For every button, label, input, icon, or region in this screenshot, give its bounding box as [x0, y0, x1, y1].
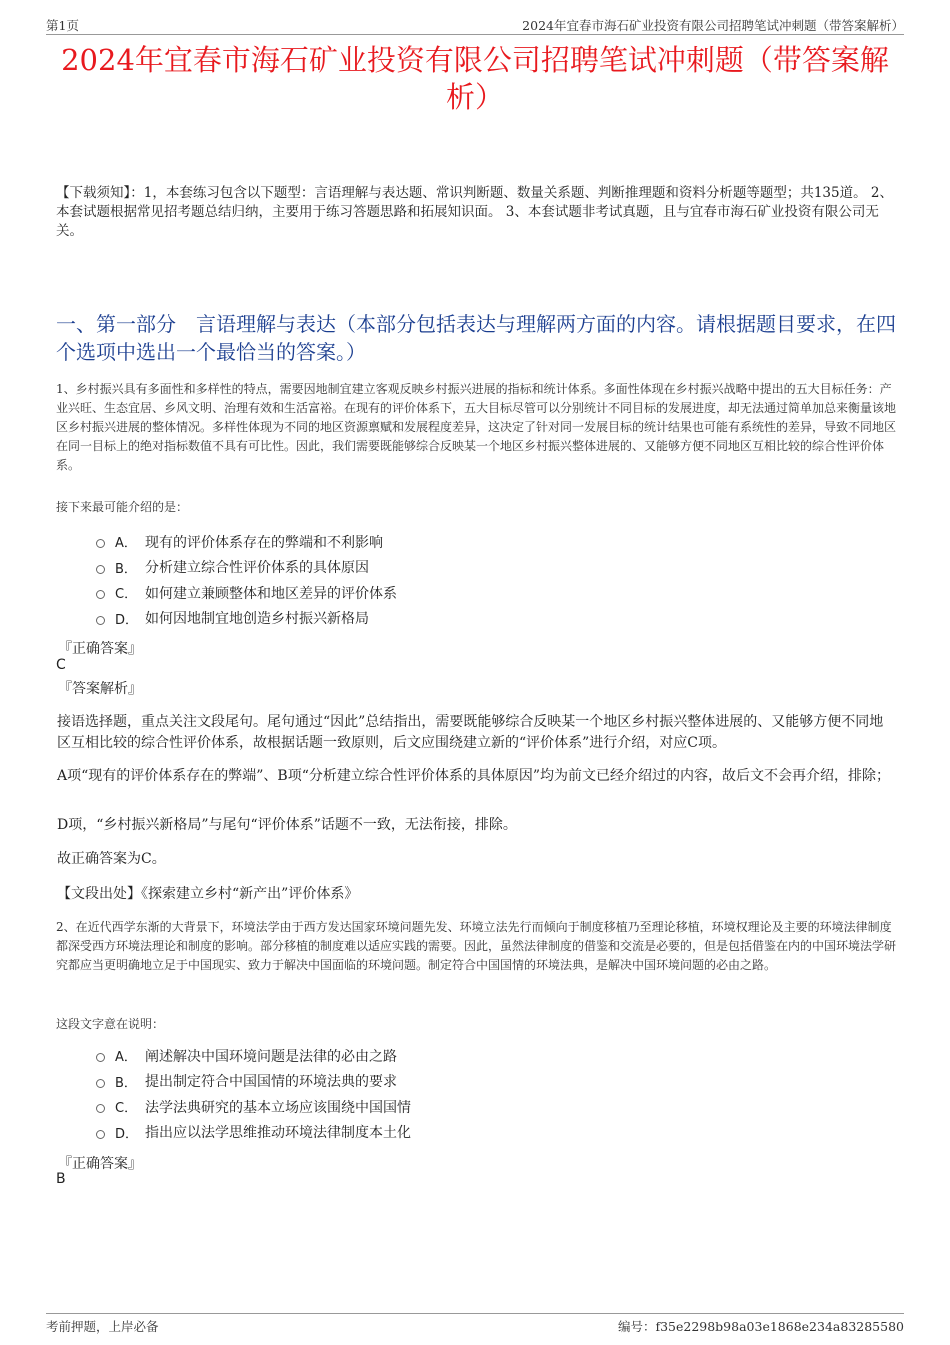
- option-d[interactable]: [96, 606, 397, 632]
- radio-icon[interactable]: [96, 616, 105, 625]
- option-text: 提出制定符合中国国情的环境法典的要求: [145, 1074, 397, 1091]
- correct-answer-label: 『正确答案』: [58, 641, 142, 657]
- radio-icon[interactable]: [96, 1053, 105, 1062]
- question-2-options: [96, 1043, 411, 1145]
- option-text: 阐述解决中国环境问题是法律的必由之路: [145, 1048, 397, 1065]
- correct-answer: C: [56, 657, 66, 673]
- option-letter: D．: [115, 1126, 139, 1142]
- option-d[interactable]: [96, 1120, 411, 1146]
- analysis-label: 『答案解析』: [58, 681, 142, 697]
- option-letter: B．: [115, 561, 137, 577]
- explanation-paragraph: 故正确答案为C。: [57, 851, 166, 867]
- radio-icon[interactable]: [96, 565, 105, 574]
- option-a[interactable]: [96, 529, 397, 555]
- option-letter: A．: [115, 1050, 137, 1066]
- correct-answer-label: 『正确答案』: [58, 1156, 142, 1172]
- option-text: 分析建立综合性评价体系的具体原因: [145, 560, 369, 577]
- question-1-options: [96, 529, 397, 631]
- option-a[interactable]: [96, 1043, 411, 1069]
- footer-slogan: 考前押题，上岸必备: [46, 1319, 159, 1334]
- option-text: 现有的评价体系存在的弊端和不利影响: [145, 534, 383, 551]
- option-b[interactable]: [96, 1069, 411, 1095]
- option-letter: C．: [115, 587, 138, 603]
- question-1-stem: 接下来最可能介绍的是：: [56, 500, 189, 514]
- option-letter: A．: [115, 536, 137, 552]
- radio-icon[interactable]: [96, 1104, 105, 1113]
- explanation-paragraph: D项，“乡村振兴新格局”与尾句“评价体系”话题不一致，无法衔接，排除。: [57, 817, 517, 833]
- option-letter: C．: [115, 1101, 138, 1117]
- option-b[interactable]: [96, 555, 397, 581]
- option-text: 如何建立兼顾整体和地区差异的评价体系: [145, 585, 397, 602]
- page-header: [46, 14, 904, 35]
- download-notice: 【下载须知】：1，本套练习包含以下题型：言语理解与表达题、常识判断题、数量关系题、判断推理题和资料分析题等题型；共135道。 2、本套试题根据常见招考题总结归纳，主要用于练习答题思路和拓展知识面。 3、本套试题非考试真题，且与宜春市海石矿业投资有限公司无关。: [56, 185, 893, 239]
- footer-serial: 编号：f35e2298b98a03e1868e234a83285580: [617, 1319, 904, 1334]
- header-doc-title: 2024年宜春市海石矿业投资有限公司招聘笔试冲刺题（带答案解析）: [522, 18, 904, 33]
- passage-source: 【文段出处】《探索建立乡村“新产出”评价体系》: [57, 886, 359, 902]
- explanation-paragraph: A项“现有的评价体系存在的弊端”、B项“分析建立综合性评价体系的具体原因”均为前文已经介绍过的内容，故后文不会再介绍，排除；: [57, 768, 891, 784]
- page-number: 第1页: [46, 18, 79, 33]
- radio-icon[interactable]: [96, 1079, 105, 1088]
- option-letter: B．: [115, 1075, 137, 1091]
- page-footer: [46, 1313, 904, 1338]
- radio-icon[interactable]: [96, 539, 105, 548]
- option-c[interactable]: [96, 580, 397, 606]
- option-text: 指出应以法学思维推动环境法律制度本土化: [145, 1125, 411, 1142]
- option-c[interactable]: [96, 1094, 411, 1120]
- correct-answer: B: [56, 1171, 66, 1187]
- question-1-text: 1、乡村振兴具有多面性和多样性的特点，需要因地制宜建立客观反映乡村振兴进展的指标和统计体系。多面性体现在乡村振兴战略中提出的五大目标任务：产业兴旺、生态宜居、乡风文明、治理有效和生活富裕。在现有的评价体系下，五大目标尽管可以分别统计不同目标的发展进度，却无法通过简单加总来衡量该地区乡村振兴进展的整体情况。多样性体现为不同的地区资源禀赋和发展程度差异，这决定了针对同一发展目标的统计结果也可能有系统性的差异，导致不同地区在同一目标上的绝对指标数值不具有可比性。因此，我们需要既能够综合反映某一个地区乡村振兴整体进展的、又能够方便不同地区互相比较的综合性评价体系。: [56, 382, 897, 472]
- explanation-paragraph: 接语选择题，重点关注文段尾句。尾句通过“因此”总结指出，需要既能够综合反映某一个地区乡村振兴整体进展的、又能够方便不同地区互相比较的综合性评价体系，故根据话题一致原则，后文应围绕建立新的“评价体系”进行介绍，对应C项。: [57, 714, 884, 751]
- section-heading: 一、第一部分 言语理解与表达（本部分包括表达与理解两方面的内容。请根据题目要求，在四个选项中选出一个最恰当的答案。）: [56, 312, 896, 364]
- option-text: 如何因地制宜地创造乡村振兴新格局: [145, 611, 369, 628]
- radio-icon[interactable]: [96, 1130, 105, 1139]
- question-2-stem: 这段文字意在说明：: [56, 1017, 165, 1031]
- question-2-text: 2、在近代西学东渐的大背景下，环境法学由于西方发达国家环境问题先发、环境立法先行而倾向于制度移植乃至理论移植，环境权理论及主要的环境法律制度都深受西方环境法理论和制度的影响。部分移植的制度难以适应实践的需要。因此，虽然法律制度的借鉴和交流是必要的，但是包括借鉴在内的中国环境法学研究都应当更明确地立足于中国现实、致力于解决中国面临的环境问题。制定符合中国国情的环境法典，是解决中国环境问题的必由之路。: [56, 920, 897, 972]
- option-text: 法学法典研究的基本立场应该围绕中国国情: [145, 1099, 411, 1116]
- page-title: 2024年宜春市海石矿业投资有限公司招聘笔试冲刺题（带答案解析）: [61, 43, 889, 114]
- option-letter: D．: [115, 612, 139, 628]
- radio-icon[interactable]: [96, 590, 105, 599]
